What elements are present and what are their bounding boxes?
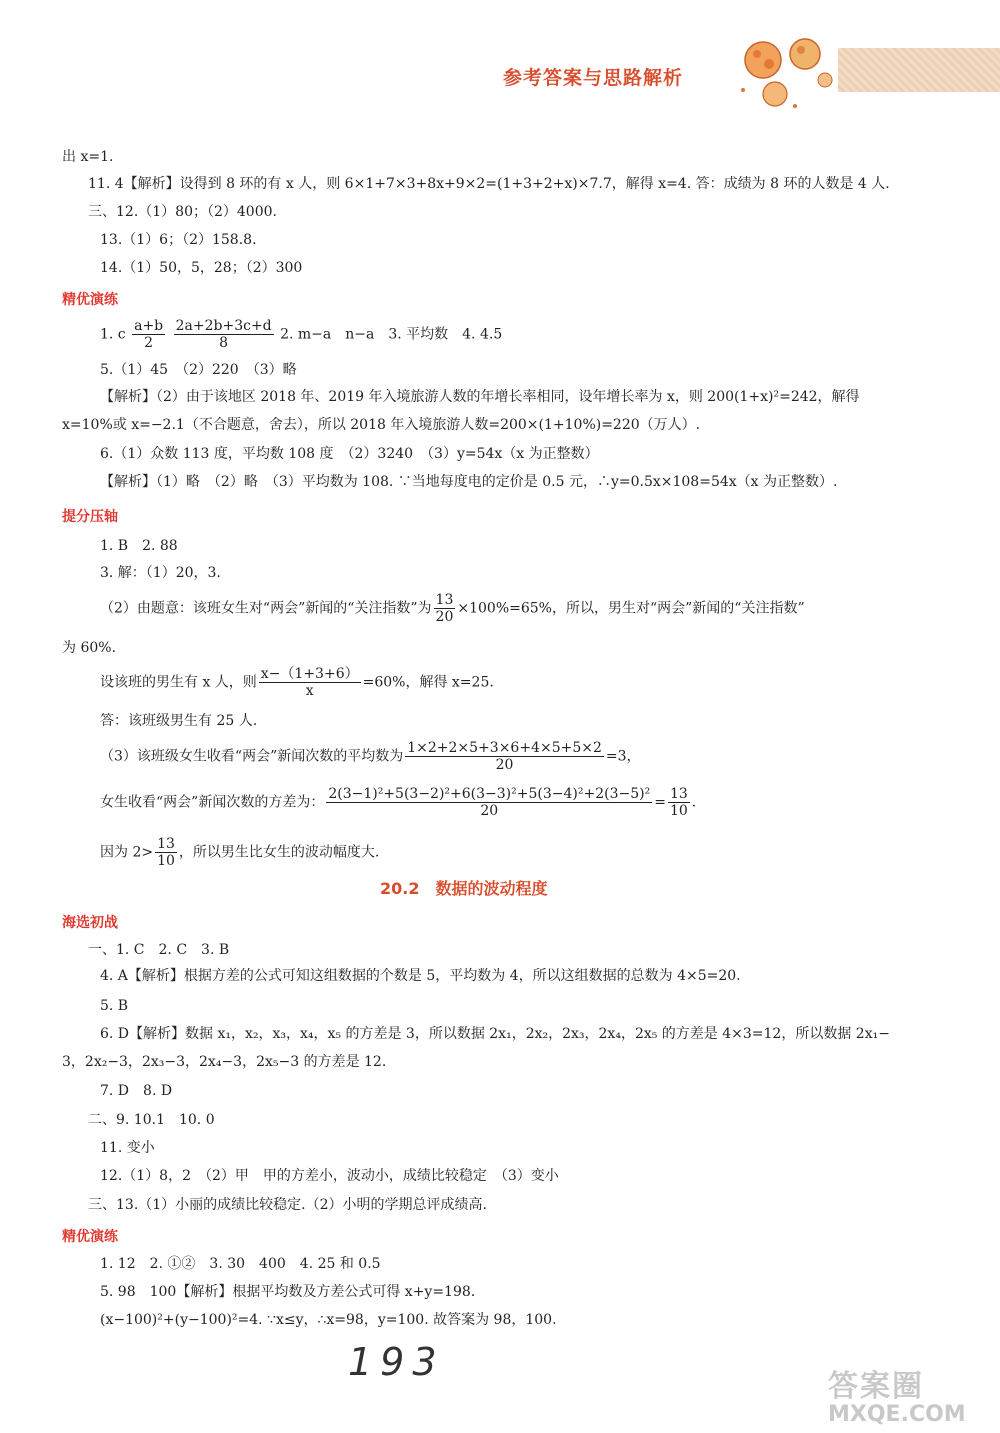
answer-line: 二、9. 10.1 10. 0 — [88, 1112, 215, 1128]
answer-line: 6.（1）众数 113 度，平均数 108 度 （2）3240 （3）y=54x（x 为正整数） — [100, 446, 599, 462]
answer-line-fraction — [100, 318, 502, 351]
answer-line-fraction — [100, 592, 805, 625]
fraction — [668, 786, 690, 819]
answer-line: 答：该班级男生有 25 人. — [100, 713, 258, 729]
section-label-tifen: 提分压轴 — [62, 509, 118, 525]
header-decorative-band — [838, 48, 1000, 92]
denominator: 10 — [157, 853, 175, 869]
text-part: （2）由题意：该班女生对“两会”新闻的“关注指数”为 — [100, 600, 432, 617]
page-number: 193 — [348, 1340, 445, 1384]
numerator: 13 — [157, 836, 175, 852]
denominator: 8 — [219, 335, 229, 351]
answer-line: 【解析】（1）略 （2）略 （3）平均数为 108. ∵当地每度电的定价是 0.5 元，∴y=0.5x×108=54x（x 为正整数）. — [100, 474, 838, 490]
denominator: x — [305, 683, 314, 699]
numerator: 2(3−1)²+5(3−2)²+6(3−3)²+5(3−4)²+2(3−5)² — [328, 786, 651, 802]
section-label-haixuan: 海选初战 — [62, 915, 118, 931]
numerator: a+b — [134, 318, 164, 334]
numerator: 1×2+2×5+3×6+4×5+5×2 — [407, 740, 602, 756]
section-heading: 20.2 数据的波动程度 — [380, 879, 548, 898]
answer-line: 5. 98 100【解析】根据平均数及方差公式可得 x+y=198. — [100, 1284, 476, 1300]
text-part: = — [654, 794, 666, 811]
denominator: 2 — [144, 335, 154, 351]
watermark-text: 答案圈 — [828, 1369, 924, 1404]
numerator: 13 — [669, 786, 688, 802]
answer-line: 12.（1）8，2 （2）甲 甲的方差小，波动小，成绩比较稳定 （3）变小 — [100, 1168, 559, 1184]
text-part: 1. c — [100, 326, 126, 343]
answer-line: 4. A【解析】根据方差的公式可知这组数据的个数是 5，平均数为 4，所以这组数据的总数为 4×5=20. — [100, 968, 741, 984]
numerator: 2a+2b+3c+d — [175, 318, 272, 334]
watermark-url: MXQE.COM — [828, 1402, 966, 1427]
answer-line-fraction — [100, 836, 379, 869]
text-part: （3）该班级女生收看“两会”新闻次数的平均数为 — [100, 748, 404, 765]
denominator: 10 — [669, 803, 688, 819]
answer-line: 14.（1）50，5，28；（2）300 — [100, 260, 303, 276]
answer-line-fraction — [100, 786, 696, 819]
text-part: 设该班的男生有 x 人，则 — [100, 674, 257, 691]
answer-line: 一、1. C 2. C 3. B — [88, 942, 230, 958]
planets-decoration-icon — [735, 32, 840, 112]
header-title: 参考答案与思路解析 — [503, 67, 684, 89]
section-label-jingyou-2: 精优演练 — [62, 1229, 118, 1245]
fraction — [326, 786, 652, 819]
text-part: ，所以男生比女生的波动幅度大. — [178, 844, 380, 861]
answer-line: x=10%或 x=−2.1（不合题意，舍去），所以 2018 年入境旅游人数=200×(1+10%)=220（万人）. — [62, 417, 701, 433]
fraction — [174, 318, 274, 351]
answer-line: 7. D 8. D — [100, 1083, 173, 1099]
answer-line: 三、12.（1）80；（2）4000. — [88, 204, 277, 220]
denominator: 20 — [480, 803, 499, 819]
text-part: =60%，解得 x=25. — [362, 674, 494, 691]
fraction — [155, 836, 177, 869]
watermark-logo — [828, 1369, 1000, 1432]
answer-line: 出 x=1. — [62, 149, 114, 165]
answer-line: 三、13.（1）小丽的成绩比较稳定.（2）小明的学期总评成绩高. — [88, 1197, 487, 1213]
answer-line: (x−100)²+(y−100)²=4. ∵x≤y，∴x=98，y=100. 故答案为 98，100. — [100, 1312, 557, 1328]
fraction — [259, 666, 361, 699]
answer-line-fraction — [100, 666, 494, 699]
answer-line: 6. D【解析】数据 x₁，x₂，x₃，x₄，x₅ 的方差是 3，所以数据 2x₁，2x₂，2x₃，2x₄，2x₅ 的方差是 4×3=12，所以数据 2x₁− — [100, 1026, 890, 1042]
section-label-jingyou: 精优演练 — [62, 292, 118, 308]
answer-line: 11. 4【解析】设得到 8 环的有 x 人，则 6×1+7×3+8x+9×2=(1+3+2+x)×7.7，解得 x=4. 答：成绩为 8 环的人数是 4 人. — [88, 176, 890, 192]
answer-line-fraction — [100, 740, 641, 773]
answer-line: 1. B 2. 88 — [100, 538, 178, 554]
answer-line: 3，2x₂−3，2x₃−3，2x₄−3，2x₅−3 的方差是 12. — [62, 1054, 387, 1070]
answer-line: 11. 变小 — [100, 1140, 155, 1156]
text-part: =3， — [605, 748, 641, 765]
answer-line: 5.（1）45 （2）220 （3）略 — [100, 362, 297, 378]
fraction — [434, 592, 456, 625]
fraction — [132, 318, 165, 351]
text-part: 2. m−a n−a 3. 平均数 4. 4.5 — [280, 326, 503, 343]
answer-line: 为 60%. — [62, 640, 117, 656]
text-part: . — [691, 794, 697, 811]
answer-line: 1. 12 2. ①② 3. 30 400 4. 25 和 0.5 — [100, 1256, 381, 1272]
text-part: 因为 2> — [100, 844, 154, 861]
text-part: 女生收看“两会”新闻次数的方差为： — [100, 794, 325, 811]
answer-line: 3. 解：（1）20，3. — [100, 565, 221, 581]
text-part: ×100%=65%，所以，男生对“两会”新闻的“关注指数” — [457, 600, 805, 617]
denominator: 20 — [495, 757, 514, 773]
answer-line: 13.（1）6；（2）158.8. — [100, 232, 257, 248]
fraction — [405, 740, 604, 773]
answer-line: 5. B — [100, 998, 129, 1014]
answer-line: 【解析】（2）由于该地区 2018 年、2019 年入境旅游人数的年增长率相同，设年增长率为 x，则 200(1+x)²=242，解得 — [100, 389, 860, 405]
denominator: 20 — [435, 609, 454, 625]
numerator: 13 — [435, 592, 454, 608]
numerator: x−（1+3+6） — [260, 666, 359, 682]
